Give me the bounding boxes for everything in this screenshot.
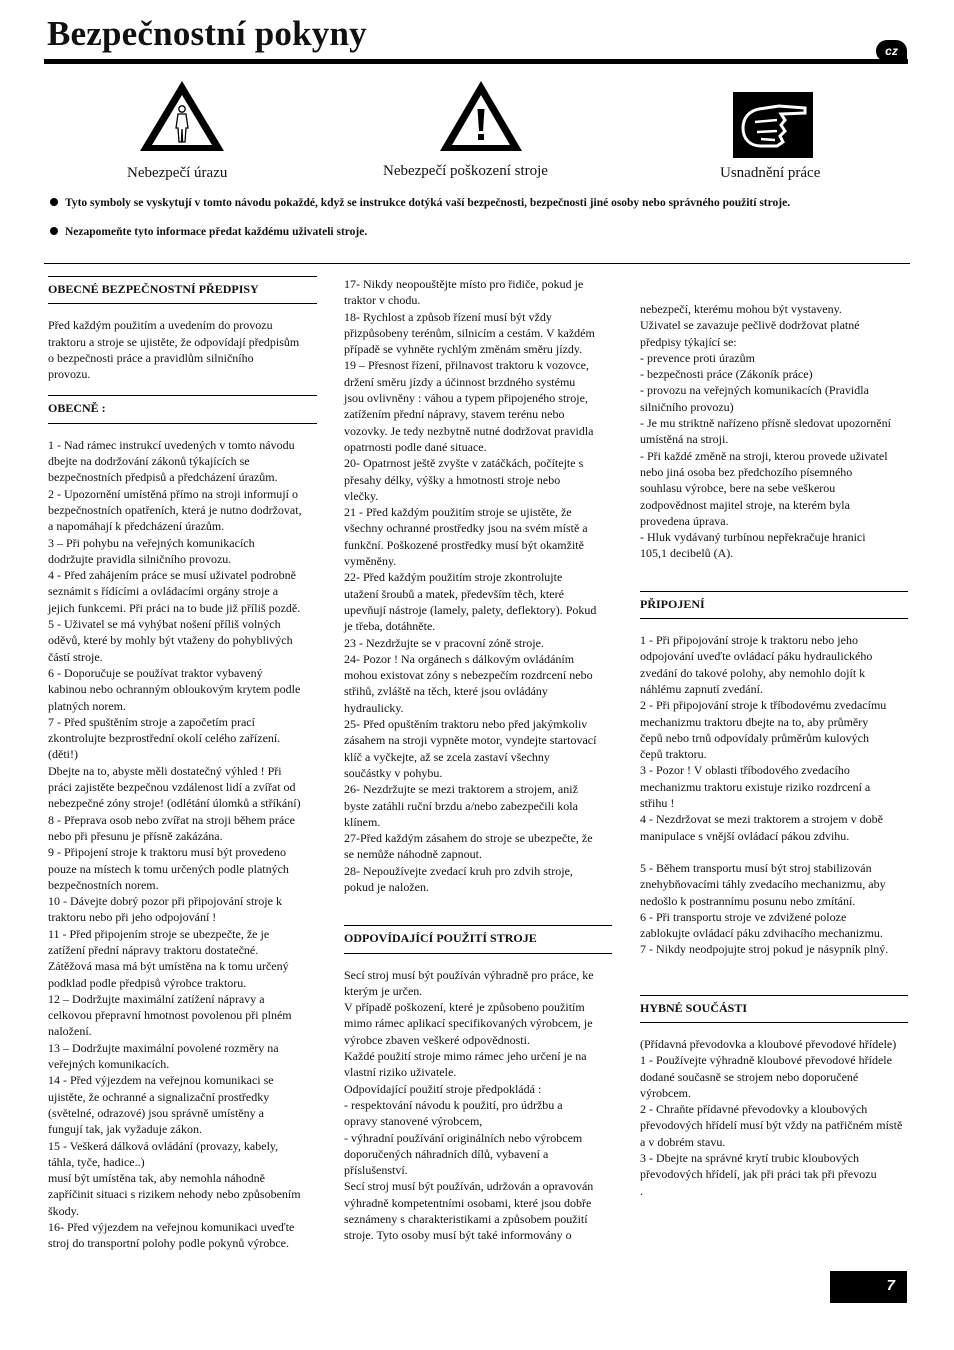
text-line: utažení šroubů a matek, především těch, které xyxy=(344,586,564,601)
text-line: vozovky. Je tedy nezbytně nutné dodržovat pravidla xyxy=(344,423,594,438)
text-line: 1 - Nad rámec instrukcí uvedených v tomto návodu xyxy=(48,437,295,452)
text-line: hydraulicky. xyxy=(344,700,404,715)
text-line: 25- Před opuštěním traktoru nebo před jakýmkoliv xyxy=(344,717,588,732)
text-line: 5 - Uživatel se má vyhýbat nošení příliš volných xyxy=(48,617,281,632)
text-line: klínem. xyxy=(344,814,381,829)
text-line: 24- Pozor ! Na orgánech s dálkovým ovládáním xyxy=(344,651,575,666)
text-line: zodpovědnost majitel stroje, na kterém byla xyxy=(640,497,850,512)
text-line: 6 - Doporučuje se používat traktor vybavený xyxy=(48,665,263,680)
text-line: výrobcem. xyxy=(640,1085,691,1100)
text-line: o bezpečnosti práce a pravidlům silničního xyxy=(48,350,254,365)
text-line: Secí stroj musí být používán, udržován a opravován xyxy=(344,1179,594,1194)
bullet-icon xyxy=(50,227,58,235)
text-line: 11 - Před připojením stroje se ubezpečte, že je xyxy=(48,926,270,941)
text-line: dbejte na dodržování zákonů týkajících se xyxy=(48,454,250,469)
text-line: - výhradní používání originálních nebo výrobcem xyxy=(344,1130,583,1145)
text-line: Uživatel se zavazuje pečlivě dodržovat platné xyxy=(640,318,860,333)
text-line: stroj do transportní polohy podle pokynů výrobce. xyxy=(48,1236,289,1251)
column-3 xyxy=(640,301,908,1199)
text-line: zatížením přední nápravy, stavem terénu nebo xyxy=(344,407,565,422)
text-line: fungují tak, jak vyžaduje zákon. xyxy=(48,1122,202,1137)
text-line: práci zajistěte bezpečnou vzdálenost lidí a zvířat od xyxy=(48,780,296,795)
text-line: 7 - Před spuštěním stroje a započetím prací xyxy=(48,714,255,729)
section-heading-general-safety: OBECNÉ BEZPEČNOSTNÍ PŘEDPISY xyxy=(48,276,317,304)
text-line: pokud je naložen. xyxy=(344,879,429,894)
text-line: klíč a vyčkejte, až se zcela zastaví všechny xyxy=(344,749,550,764)
page-title: Bezpečnostní pokyny xyxy=(47,14,367,53)
text-line: se nemůže náhodně zapnout. xyxy=(344,847,482,862)
text-line: mohou existovat zóny s nebezpečím rozdrcení nebo xyxy=(344,668,593,683)
text-line: znehybňovacími táhly zvedacího mechanizmu, aby xyxy=(640,877,886,892)
text-line: 18- Rychlost a způsob řízení musí být vždy xyxy=(344,309,552,324)
text-line: nebo při přesunu je přísně zakázána. xyxy=(48,828,223,843)
text-line: nedošlo k postrannímu posunu nebo zmítání. xyxy=(640,893,856,908)
text-line: oděvů, které by mohly být vtaženy do pohyblivých xyxy=(48,633,293,648)
text-line: 2 - Chraňte přídavné převodovky a kloubových xyxy=(640,1102,868,1117)
text-line: zablokujte ovládací páku zdvihacího mechanizmu. xyxy=(640,926,883,941)
text-line: seznámit s řídícími a ovládacími orgány stroje a xyxy=(48,584,279,599)
text-line: - provozu na veřejných komunikacích (Pravidla xyxy=(640,383,869,398)
column-1 xyxy=(48,276,317,1252)
text-line: 19 – Přesnost řízení, přilnavost traktoru k vozovce, xyxy=(344,358,589,373)
text-line: držení směru jízdy a účinnost brzdného systému xyxy=(344,374,576,389)
text-line: 1 - Při připojování stroje k traktoru nebo jeho xyxy=(640,633,858,648)
text-line: zvedání do takové polohy, aby nemohlo dojít k xyxy=(640,665,866,680)
text-line: částí stroje. xyxy=(48,649,103,664)
text-line: převodových hřídelí musí být vždy na patřičném místě xyxy=(640,1118,903,1133)
text-line: zapříčinit situaci s rizikem nehody nebo způsobením xyxy=(48,1187,301,1202)
text-line: bezpečnostních opatřeních, která je nutno dodržovat, xyxy=(48,502,302,517)
language-badge: cz xyxy=(876,40,907,62)
text-line: opatrnosti podle dané situace. xyxy=(344,439,487,454)
text-line: dodržujte pravidla silničního provozu. xyxy=(48,551,232,566)
text-line: 6 - Při transportu stroje ve zdvižené poloze xyxy=(640,909,847,924)
text-line: - prevence proti úrazům xyxy=(640,350,755,365)
note-pass-on: Nezapomeňte tyto informace předat každému uživateli stroje. xyxy=(50,226,367,238)
text-line: vlečky. xyxy=(344,488,379,503)
text-line: a v dobrém stavu. xyxy=(640,1134,726,1149)
text-line: traktor v chodu. xyxy=(344,293,421,308)
text-line: 105,1 decibelů (A). xyxy=(640,546,734,561)
text-line: manipulace s vnější ovládací pákou zdvihu. xyxy=(640,828,850,843)
text-line: zkontrolujte bezprostřední okolí celého zařízení. xyxy=(48,731,281,746)
text-line: naložení. xyxy=(48,1024,92,1039)
text-line: výhradně kompetentními osobami, které jsou dobře xyxy=(344,1195,592,1210)
text-line: Každé použití stroje mimo rámec jeho určení je na xyxy=(344,1049,587,1064)
text-line: 20- Opatrnost ještě zvyšte v zatáčkách, počítejte s xyxy=(344,456,584,471)
text-line: provozu. xyxy=(48,367,91,382)
text-line: 3 – Při pohybu na veřejných komunikacích xyxy=(48,535,255,550)
page-number: 7 xyxy=(830,1271,907,1303)
text-line: - respektování návodu k použití, pro údržbu a xyxy=(344,1097,563,1112)
text-line: Zátěžová masa má být umístěna na k tomu určený xyxy=(48,959,289,974)
text-line: 7 - Nikdy neodpojujte stroj pokud je násypník plný. xyxy=(640,942,889,957)
text-line: nebezpečné zóny stroje! (odlétání úlomků a stříkání) xyxy=(48,796,301,811)
symbol-caption-machine-damage: Nebezpečí poškození stroje xyxy=(383,163,548,179)
text-line: případě se vyhněte rychlým změnám směru jízdy. xyxy=(344,342,583,357)
text-line: 28- Nepoužívejte zvedací kruh pro zdvih stroje, xyxy=(344,863,573,878)
text-line: 23 - Nezdržujte se v pracovní zóně stroje. xyxy=(344,635,544,650)
text-line: funkční. Poškozené prostředky musí být okamžitě xyxy=(344,537,584,552)
text-line: 4 - Nezdržovat se mezi traktorem a strojem v době xyxy=(640,812,883,827)
text-line: je třeba, dotáhněte. xyxy=(344,619,436,634)
text-line: (Přídavná převodovka a kloubové převodové hřídele) xyxy=(640,1036,897,1051)
text-line: . xyxy=(640,1183,643,1198)
text-line: pouze na místech k tomu určených podle platných xyxy=(48,861,289,876)
text-line: 16- Před výjezdem na veřejnou komunikaci uveďte xyxy=(48,1220,295,1235)
text-line: střihu ! xyxy=(640,796,675,811)
text-line: Secí stroj musí být používán výhradně pro práce, ke xyxy=(344,967,594,982)
section-divider xyxy=(44,263,910,264)
note-symbols: Tyto symboly se vyskytují v tomto návodu pokaždé, když se instrukce dotýká vaší bezpečnosti, bezpečnosti jiné osoby nebo správného použití stroje. xyxy=(50,197,790,209)
text-line: 8 - Přeprava osob nebo zvířat na stroji během práce xyxy=(48,812,295,827)
text-line: (světelné, odrazové) jsou správně umístěny a xyxy=(48,1105,264,1120)
text-line: 2 - Při připojování stroje k tříbodovému zvedacímu xyxy=(640,698,887,713)
text-line: souhlasu výrobce, bere na sebe veškerou xyxy=(640,481,836,496)
text-line: 15 - Veškerá dálková ovládání (provazy, kabely, xyxy=(48,1138,279,1153)
text-line: platných norem. xyxy=(48,698,126,713)
text-line: 17- Nikdy neopouštějte místo pro řidiče, pokud je xyxy=(344,277,584,291)
text-line: V případě poškození, které je způsobeno použitím xyxy=(344,1000,585,1015)
text-line: Před každým použitím a uvedením do provozu xyxy=(48,318,273,333)
text-line: Dbejte na to, abyste měli dostatečný výhled ! Při xyxy=(48,763,282,778)
text-line: 3 - Pozor ! V oblasti tříbodového zvedacího xyxy=(640,763,850,778)
text-line: 9 - Připojení stroje k traktoru musí být provedeno xyxy=(48,845,286,860)
text-line: 22- Před každým použitím stroje zkontrolujte xyxy=(344,570,563,585)
text-line: 1 - Používejte výhradně kloubové převodové hřídele xyxy=(640,1053,892,1068)
symbol-caption-ease-of-work: Usnadnění práce xyxy=(720,165,821,181)
text-line: přizpůsobeny terénům, silnicím a cestám. V každém xyxy=(344,325,595,340)
text-line: celkovou přepravní hmotnost povolenou při plném xyxy=(48,1008,292,1023)
person-warning-icon xyxy=(137,78,227,159)
text-line: upevňují nástroje (lamely, palety, deflektory). Pokud xyxy=(344,602,597,617)
section-heading-intended-use: ODPOVÍDAJÍCÍ POUŽITÍ STROJE xyxy=(344,925,612,953)
text-line: Odpovídající použití stroje předpokládá : xyxy=(344,1081,542,1096)
text-line: přesahy délky, výšky a hmotnosti stroje nebo xyxy=(344,472,561,487)
text-line: bezpečnostních norem. xyxy=(48,877,159,892)
text-line: převodových hřídelí, jak při práci tak při převozu xyxy=(640,1167,877,1182)
text-line: táhla, tyče, hadice..) xyxy=(48,1154,145,1169)
text-line: čepů traktoru. xyxy=(640,747,707,762)
text-line: 13 – Dodržujte maximální povolené rozměry na xyxy=(48,1040,279,1055)
text-line: - bezpečnosti práce (Zákoník práce) xyxy=(640,367,813,382)
text-line: umístěná na stroji. xyxy=(640,432,729,447)
text-line: jejich funkcemi. Při práci na to bude již příliš pozdě. xyxy=(48,600,301,615)
text-line: podklad podle předpisů výrobce traktoru. xyxy=(48,975,247,990)
text-line: a napomáhají k předcházení úrazům. xyxy=(48,519,225,534)
column-2 xyxy=(344,276,612,1244)
title-rule xyxy=(44,59,908,64)
text-line: veřejných komunikacích. xyxy=(48,1057,170,1072)
text-line: nebezpečí, kterému mohou být vystaveny. xyxy=(640,302,842,316)
text-line: škody. xyxy=(48,1203,79,1218)
exclamation-warning-icon xyxy=(437,78,525,159)
text-line: odpojování uveďte ovládací páku hydraulického xyxy=(640,649,873,664)
text-line: musí být umístěna tak, aby nemohla náhodně xyxy=(48,1171,265,1186)
text-line: - Při každé změně na stroji, kterou provede uživatel xyxy=(640,448,888,463)
symbol-caption-injury: Nebezpečí úrazu xyxy=(127,165,228,181)
text-line: opravy stanovené výrobcem, xyxy=(344,1114,483,1129)
text-line: 4 - Před zahájením práce se musí uživatel podrobně xyxy=(48,568,296,583)
text-line: předpisy týkající se: xyxy=(640,334,737,349)
text-line: bezpečnostních předpisů a předcházení úrazům. xyxy=(48,470,278,485)
text-line: doporučených náhradních dílů, vybavení a xyxy=(344,1146,549,1161)
text-line: ujistěte, že ochranné a signalizační prostředky xyxy=(48,1089,270,1104)
text-line: součástky v pohybu. xyxy=(344,765,443,780)
text-line: nebo jiná osoba bez předchozího písemného xyxy=(640,464,853,479)
text-line: vlastní riziko uživatele. xyxy=(344,1065,457,1080)
text-line: - Hluk vydávaný turbínou nepřekračuje hranici xyxy=(640,530,866,545)
text-line: všechny ochranné prostředky jsou na svém místě a xyxy=(344,521,588,536)
text-line: zásahem na stroji vypněte motor, vyndejte startovací xyxy=(344,733,597,748)
text-line: 3 - Dbejte na správné krytí trubic kloubových xyxy=(640,1151,859,1166)
text-line: střihů, zvláště na těch, které jsou ovládány xyxy=(344,684,548,699)
text-line: 14 - Před výjezdem na veřejnou komunikaci se xyxy=(48,1073,274,1088)
section-heading-general: OBECNĚ : xyxy=(48,395,317,423)
text-line: (děti!) xyxy=(48,747,78,762)
text-line: dodané současně se strojem nebo doporučené xyxy=(640,1069,859,1084)
section-heading-attachment: PŘIPOJENÍ xyxy=(640,591,908,619)
text-line: čepů nebo trnů odpovídaly průměrům kulových xyxy=(640,730,869,745)
text-line: seznámeny s charakteristikami a způsobem použití xyxy=(344,1212,588,1227)
text-line: traktoru a stroje se ujistěte, že odpovídají předpisům xyxy=(48,334,300,349)
text-line: příslušenství. xyxy=(344,1163,408,1178)
text-line: mechanizmu traktoru dbejte na to, aby průměry xyxy=(640,714,869,729)
text-line: byste zatáhli ruční brzdu a/nebo zabezpečili kola xyxy=(344,798,578,813)
text-line: výrobce zbaven veškeré odpovědnosti. xyxy=(344,1032,530,1047)
text-line: provedena úprava. xyxy=(640,513,729,528)
text-line: stroje. Tyto osoby musí být také informovány o xyxy=(344,1228,572,1243)
text-line: kabinou nebo ochranným obloukovým krytem podle xyxy=(48,682,301,697)
text-line: 26- Nezdržujte se mezi traktorem a strojem, aniž xyxy=(344,782,578,797)
text-line: 12 – Dodržujte maximální zatížení nápravy a xyxy=(48,991,265,1006)
text-line: zatížení přední nápravy traktoru dostatečné. xyxy=(48,942,259,957)
pointing-hand-icon xyxy=(733,92,813,163)
text-line: vyměněny. xyxy=(344,554,397,569)
text-line: náhlému zapnutí zvedání. xyxy=(640,681,763,696)
text-line: 5 - Během transportu musí být stroj stabilizován xyxy=(640,860,872,875)
text-line: silničního provozu) xyxy=(640,399,734,414)
text-line: kterým je určen. xyxy=(344,983,423,998)
text-line: jsou ovlivněny : váhou a typem připojeného stroje, xyxy=(344,391,588,406)
text-line: 10 - Dávejte dobrý pozor při připojování stroje k xyxy=(48,894,282,909)
text-line: 2 - Upozornění umístěná přímo na stroji informují o xyxy=(48,486,298,501)
section-heading-moving-parts: HYBNÉ SOUČÁSTI xyxy=(640,995,908,1023)
text-line: mimo rámec aplikací specifikovaných výrobcem, je xyxy=(344,1016,593,1031)
text-line: traktoru nebo při jeho odpojování ! xyxy=(48,910,217,925)
text-line: 27-Před každým zásahem do stroje se ubezpečte, že xyxy=(344,831,593,846)
bullet-icon xyxy=(50,198,58,206)
text-line: mechanizmu traktoru existuje riziko rozdrcení a xyxy=(640,779,871,794)
text-line: - Je mu striktně nařízeno přísně sledovat upozornění xyxy=(640,416,891,431)
text-line: 21 - Před každým použitím stroje se ujistěte, že xyxy=(344,505,572,520)
